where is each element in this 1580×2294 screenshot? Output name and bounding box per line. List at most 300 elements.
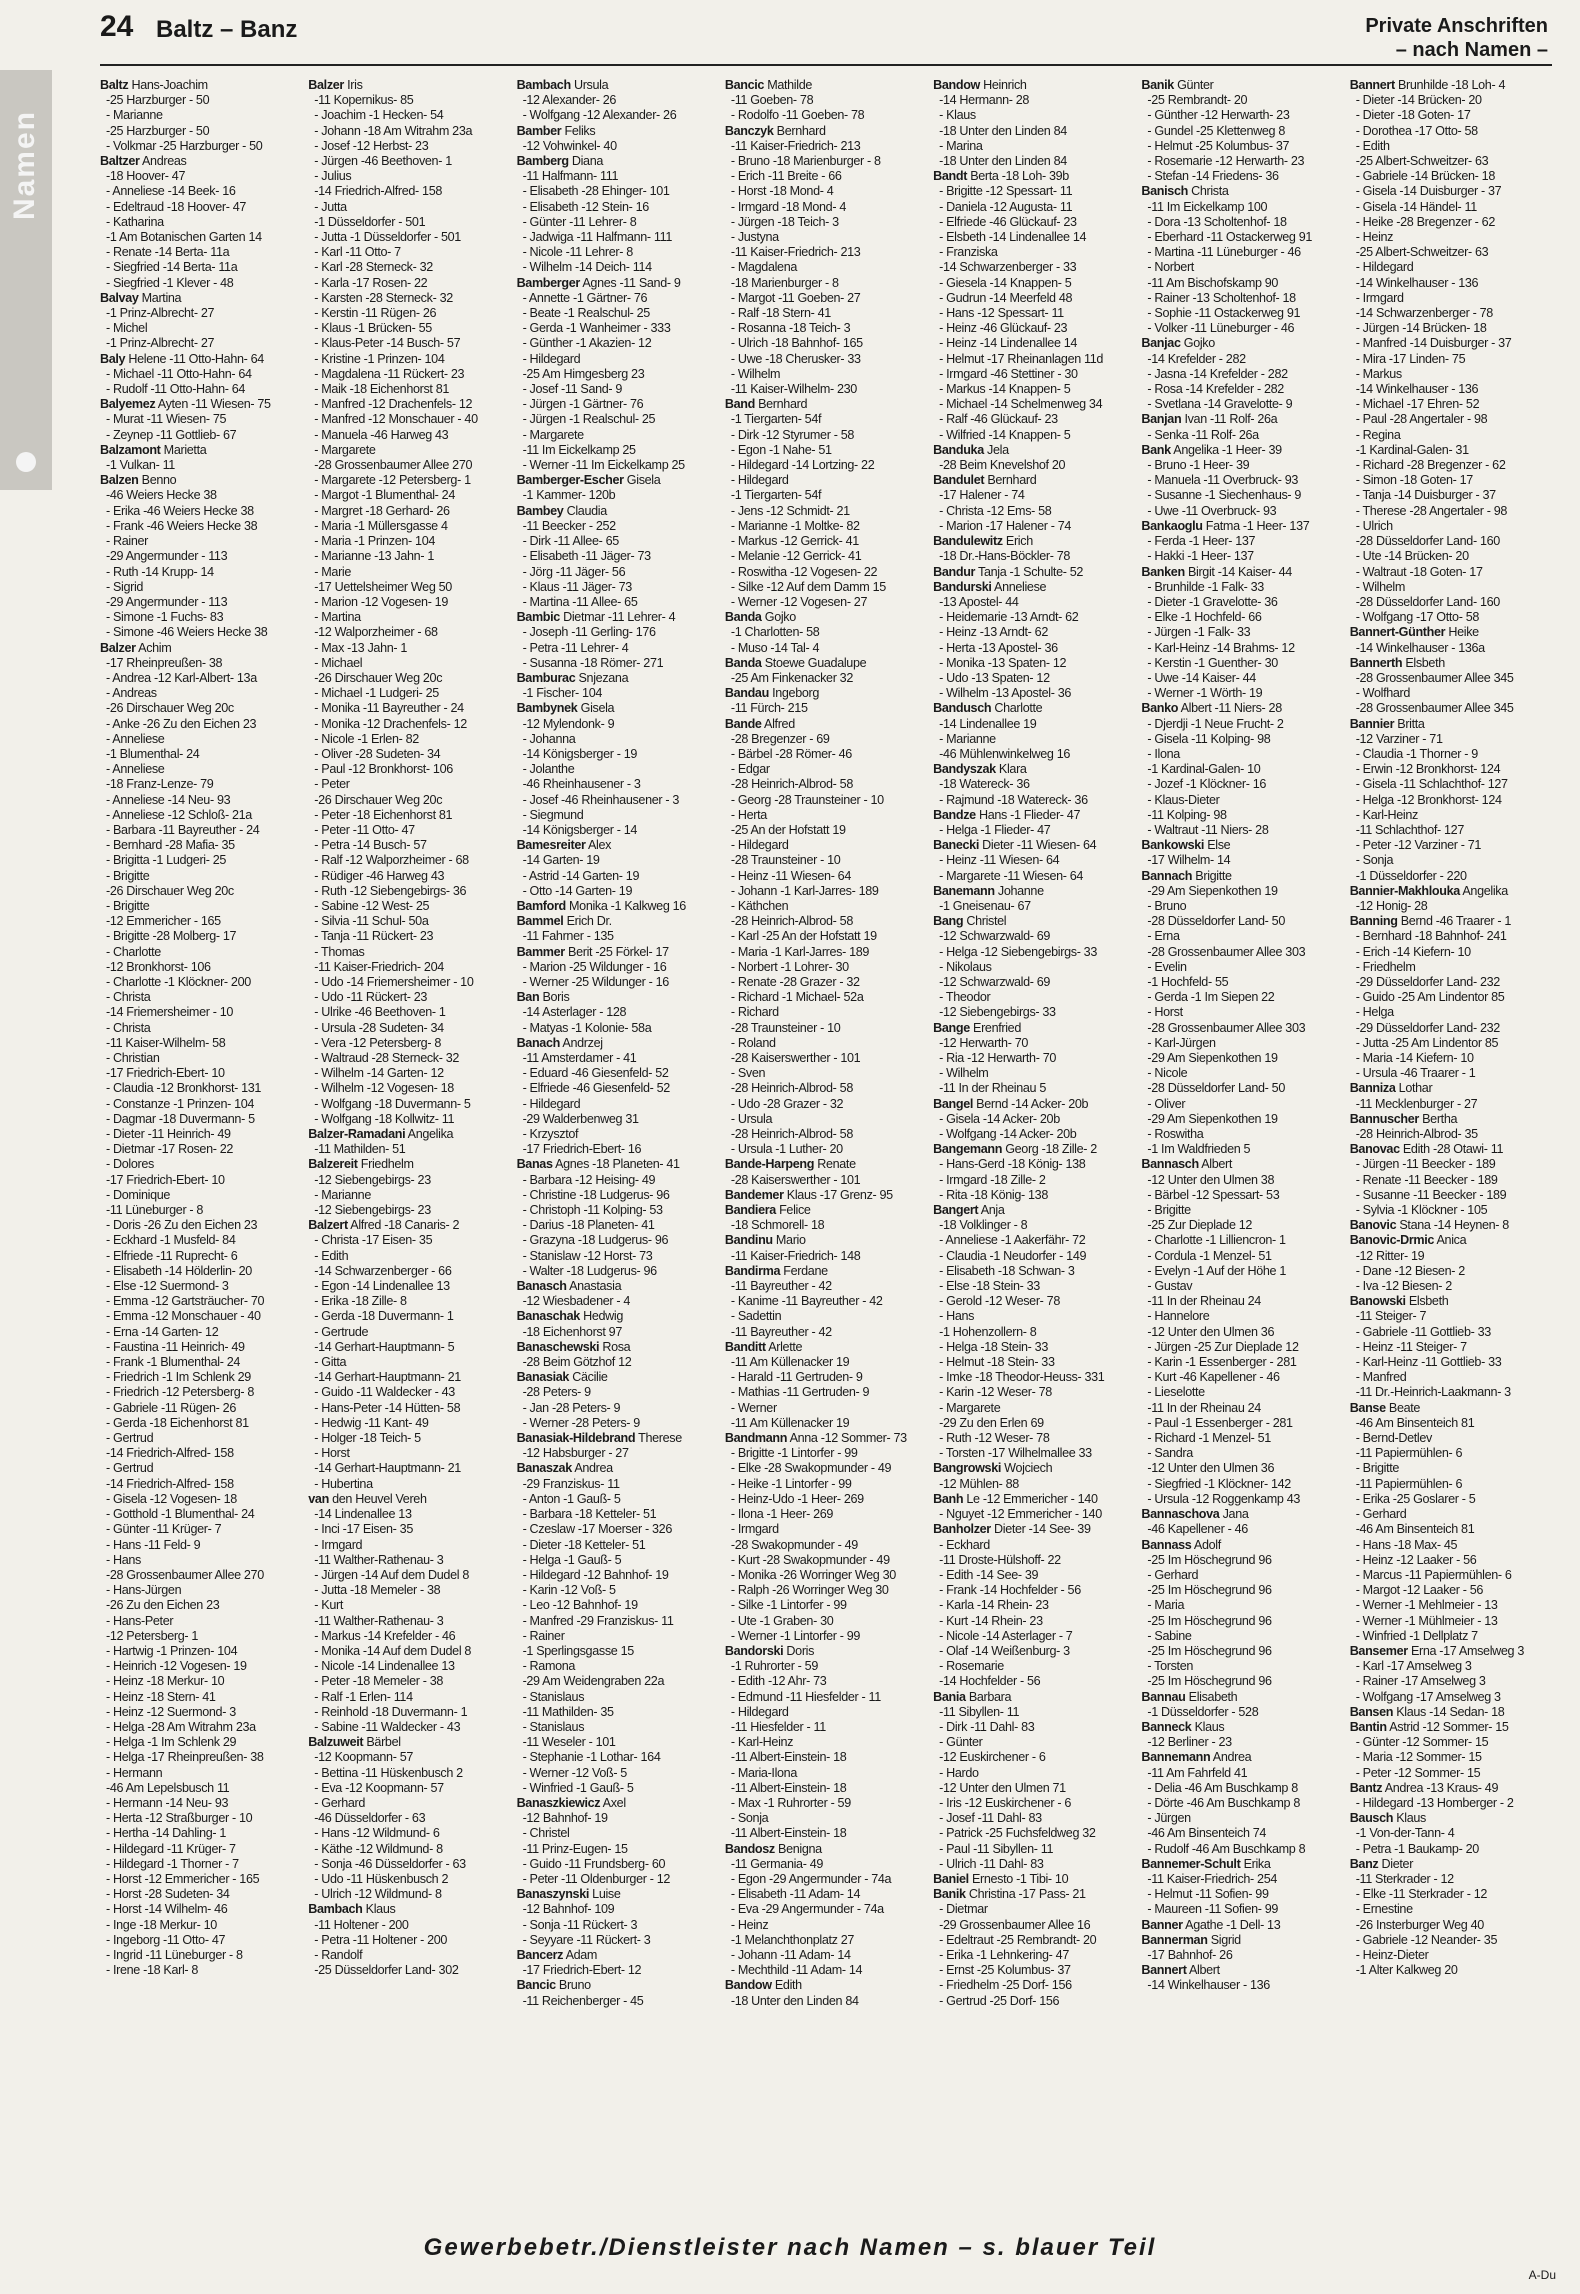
section-title-line1: Private Anschriften <box>1365 15 1548 37</box>
directory-entry: Bannass Adolf <box>1141 1537 1221 1552</box>
directory-entry: - Heinz -13 Arndt- 62 <box>939 625 1048 640</box>
page-header <box>0 0 1580 62</box>
directory-entry: Bangert Anja <box>933 1203 1005 1218</box>
directory-entry: -1 Hochfeld- 55 <box>1147 974 1229 989</box>
directory-entry: - Cordula -1 Menzel- 51 <box>1147 1248 1272 1263</box>
directory-entry: -13 Apostel- 44 <box>939 594 1019 609</box>
directory-entry: - Paul -28 Angertaler - 98 <box>1355 412 1488 427</box>
directory-entry: -1 Tiergarten- 54f <box>730 412 822 427</box>
directory-entry: -1 Düsseldorfer - 501 <box>314 214 426 229</box>
directory-entry: - Gustav <box>1147 1279 1193 1294</box>
directory-entry: - Jutta <box>314 199 347 214</box>
directory-entry: - Randolf <box>314 1947 363 1962</box>
directory-entry: - Lieselotte <box>1147 1385 1205 1400</box>
directory-entry: Bamberger Agnes -11 Sand- 9 <box>516 275 681 290</box>
directory-entry: - Rudolf -46 Am Buschkamp 8 <box>1147 1841 1306 1856</box>
directory-column-6 <box>1141 78 1341 2218</box>
directory-entry: - Hildegard <box>730 1704 789 1719</box>
directory-entry: -18 Marienburger - 8 <box>730 275 839 290</box>
directory-entry: - Christel <box>522 1826 570 1841</box>
directory-entry: - Petra -11 Lehrer- 4 <box>522 640 629 655</box>
directory-entry: - Elisabeth -12 Stein- 16 <box>522 199 649 214</box>
directory-entry: -11 Kaiser-Friedrich- 254 <box>1147 1871 1278 1886</box>
directory-entry: - Ralph -26 Worringer Weg 30 <box>730 1583 889 1598</box>
directory-entry: - Giesela -14 Knappen- 5 <box>939 275 1072 290</box>
directory-entry: - Jürgen -11 Beecker - 189 <box>1355 1157 1496 1172</box>
directory-entry: Balvay Martina <box>100 290 182 305</box>
directory-entry: -11 Kaiser-Friedrich- 148 <box>730 1248 861 1263</box>
directory-entry: Bandurski Anneliese <box>933 579 1047 594</box>
directory-entry: -28 Bregenzer - 69 <box>730 731 830 746</box>
directory-entry: -14 Asterlager - 128 <box>522 1005 627 1020</box>
directory-entry: - Hildegard <box>1355 260 1414 275</box>
directory-entry: - Kurt -14 Rhein- 23 <box>939 1613 1043 1628</box>
directory-entry: - Rodolfo -11 Goeben- 78 <box>730 108 865 123</box>
directory-entry: - Sven <box>730 1066 766 1081</box>
directory-entry: - Ulrich -11 Dahl- 83 <box>939 1856 1044 1871</box>
directory-entry: -11 Im Eickelkamp 100 <box>1147 199 1268 214</box>
directory-entry: - Christa <box>106 990 151 1005</box>
directory-entry: - Karl -17 Amselweg 3 <box>1355 1659 1472 1674</box>
directory-entry: -28 Swakopmunder - 49 <box>730 1537 858 1552</box>
directory-entry: -11 Albert-Einstein- 18 <box>730 1750 847 1765</box>
directory-entry: - Horst -14 Wilhelm- 46 <box>106 1902 228 1917</box>
directory-entry: -1 Prinz-Albrecht- 27 <box>106 336 215 351</box>
directory-entry: - Jasna -14 Krefelder - 282 <box>1147 366 1288 381</box>
directory-entry: - Elisabeth -28 Ehinger- 101 <box>522 184 670 199</box>
directory-entry: - Theodor <box>939 990 991 1005</box>
directory-entry: Baltzer Andreas <box>100 154 187 169</box>
directory-entry: -18 Eichenhorst 97 <box>522 1324 622 1339</box>
directory-entry: - Richard -1 Michael- 52a <box>730 990 864 1005</box>
directory-entry: - Jürgen -25 Zur Dieplade 12 <box>1147 1339 1299 1354</box>
directory-entry: - Petra -1 Baukamp- 20 <box>1355 1841 1479 1856</box>
directory-entry: - Brunhilde -1 Falk- 33 <box>1147 579 1264 594</box>
directory-entry: - Ramona <box>522 1659 576 1674</box>
directory-entry: -11 Holtener - 200 <box>314 1917 409 1932</box>
directory-entry: - Ilona -1 Heer- 269 <box>730 1507 834 1522</box>
directory-entry: - Gabriele -11 Rügen- 26 <box>106 1400 236 1415</box>
directory-entry: - Werner -12 Vogesen- 27 <box>730 594 868 609</box>
directory-entry: - Sadettin <box>730 1309 782 1324</box>
directory-entry: Banasch Anastasia <box>516 1279 622 1294</box>
directory-entry: -11 Droste-Hülshoff- 22 <box>939 1552 1061 1567</box>
directory-entry: - Bernhard -18 Bahnhof- 241 <box>1355 929 1507 944</box>
directory-entry: Bamford Monika -1 Kalkweg 16 <box>516 898 686 913</box>
directory-entry: - Wolfgang -17 Otto- 58 <box>1355 610 1480 625</box>
directory-entry: Banh Le -12 Emmericher - 140 <box>933 1491 1098 1506</box>
directory-entry: - Horst <box>1147 1005 1183 1020</box>
directory-entry: -11 Bayreuther - 42 <box>730 1324 832 1339</box>
directory-entry: - Matyas -1 Kolonie- 58a <box>522 1020 652 1035</box>
directory-entry: -18 Watereck- 36 <box>939 777 1030 792</box>
directory-entry: -11 Walther-Rathenau- 3 <box>314 1613 444 1628</box>
directory-entry: - Richard -1 Menzel- 51 <box>1147 1431 1271 1446</box>
directory-entry: - Wilhelm -14 Garten- 12 <box>314 1066 444 1081</box>
directory-entry: Bandosz Benigna <box>724 1841 822 1856</box>
directory-entry: -11 Goeben- 78 <box>730 93 814 108</box>
directory-entry: - Ute -1 Graben- 30 <box>730 1613 834 1628</box>
directory-entry: - Dane -12 Biesen- 2 <box>1355 1263 1465 1278</box>
directory-entry: - Udo -11 Hüskenbusch 2 <box>314 1871 449 1886</box>
directory-entry: Banaschewski Rosa <box>516 1339 631 1354</box>
directory-entry: - Monika -11 Bayreuther - 24 <box>314 701 464 716</box>
directory-entry: - Karl -11 Otto- 7 <box>314 245 401 260</box>
directory-entry: - Klaus-Dieter <box>1147 792 1220 807</box>
directory-entry: - Richard <box>730 1005 779 1020</box>
directory-entry: - Kanime -11 Bayreuther - 42 <box>730 1294 883 1309</box>
directory-entry: Banholzer Dieter -14 See- 39 <box>933 1522 1091 1537</box>
directory-entry: -1 Kardinal-Galen- 10 <box>1147 762 1261 777</box>
directory-entry: - Otto -14 Garten- 19 <box>522 883 633 898</box>
directory-entry: - Max -13 Jahn- 1 <box>314 640 408 655</box>
directory-entry: - Anneliese -14 Neu- 93 <box>106 792 231 807</box>
directory-entry: - Annette -1 Gärtner- 76 <box>522 290 648 305</box>
directory-entry: - Margarete <box>522 427 584 442</box>
directory-entry: - Günther -1 Akazien- 12 <box>522 336 652 351</box>
directory-entry: - Karsten -28 Sterneck- 32 <box>314 290 453 305</box>
directory-entry: - Barbara -18 Ketteler- 51 <box>522 1507 657 1522</box>
directory-entry: -28 Grossenbaumer Allee 303 <box>1147 944 1306 959</box>
directory-entry: - Michael -1 Ludgeri- 25 <box>314 686 439 701</box>
directory-entry: - Jan -28 Peters- 9 <box>522 1400 621 1415</box>
directory-entry: -11 Reichenberger - 45 <box>522 1993 644 2008</box>
directory-entry: -14 Friedrich-Alfred- 158 <box>314 184 443 199</box>
directory-entry: - Herta -12 Straßburger - 10 <box>106 1811 253 1826</box>
directory-entry: Bannier Britta <box>1349 716 1425 731</box>
directory-entry: Bankowski Else <box>1141 838 1231 853</box>
directory-entry: - Jürgen -1 Realschul- 25 <box>522 412 656 427</box>
directory-entry: -11 Albert-Einstein- 18 <box>730 1780 847 1795</box>
directory-entry: Bandiera Felice <box>724 1203 811 1218</box>
directory-entry: - Darius -18 Planeten- 41 <box>522 1218 655 1233</box>
directory-entry: - Hans -11 Feld- 9 <box>106 1537 201 1552</box>
directory-entry: - Heinz <box>1355 230 1394 245</box>
directory-entry: - Erna <box>1147 929 1180 944</box>
directory-entry: - Bernhard -28 Mafia- 35 <box>106 838 235 853</box>
directory-entry: -11 Kaiser-Wilhelm- 230 <box>730 382 857 397</box>
directory-entry: Banisch Christa <box>1141 184 1229 199</box>
directory-entry: Bangel Bernd -14 Acker- 20b <box>933 1096 1089 1111</box>
footer-code: A-Du <box>1528 2268 1556 2282</box>
directory-column-7 <box>1350 78 1550 2218</box>
directory-entry: Bantz Andrea -13 Kraus- 49 <box>1349 1780 1499 1795</box>
directory-entry: - Gisela -14 Acker- 20b <box>939 1111 1060 1126</box>
directory-entry: Banner Agathe -1 Dell- 13 <box>1141 1917 1281 1932</box>
directory-entry: - Markus -14 Krefelder - 46 <box>314 1628 456 1643</box>
directory-entry: - Dietmar <box>939 1902 988 1917</box>
directory-entry: -1 Kammer- 120b <box>522 488 616 503</box>
directory-entry: - Heinz-Dieter <box>1355 1947 1429 1962</box>
directory-entry: -11 Sterkrader - 12 <box>1355 1871 1454 1886</box>
directory-entry: - Wilfried -14 Knappen- 5 <box>939 427 1071 442</box>
directory-entry: Bannuscher Bertha <box>1349 1111 1458 1126</box>
directory-entry: Balyemez Ayten -11 Wiesen- 75 <box>100 397 271 412</box>
directory-entry: -12 Walporzheimer - 68 <box>314 625 438 640</box>
directory-entry: - Käthe -12 Wildmund- 8 <box>314 1841 443 1856</box>
directory-entry: -28 Grossenbaumer Allee 345 <box>1355 701 1514 716</box>
directory-entry: - Guido -11 Frundsberg- 60 <box>522 1856 666 1871</box>
directory-entry: - Georg -28 Traunsteiner - 10 <box>730 792 884 807</box>
directory-entry: - Werner -12 Voß- 5 <box>522 1765 627 1780</box>
directory-entry: - Wilhelm -14 Deich- 114 <box>522 260 652 275</box>
side-register-tab <box>0 70 52 490</box>
directory-entry: - Wolfgang -14 Acker- 20b <box>939 1127 1077 1142</box>
directory-entry: Banko Albert -11 Niers- 28 <box>1141 701 1282 716</box>
directory-entry: Bank Angelika -1 Heer- 39 <box>1141 442 1282 457</box>
directory-entry: - Siegfried -1 Klöckner- 142 <box>1147 1476 1291 1491</box>
directory-entry: - Bruno <box>1147 898 1187 913</box>
directory-entry: - Uwe -18 Cherusker- 33 <box>730 351 861 366</box>
directory-entry: - Bruno -1 Heer- 39 <box>1147 458 1250 473</box>
directory-entry: - Jürgen -14 Auf dem Dudel 8 <box>314 1567 469 1582</box>
directory-entry: - Harald -11 Gertruden- 9 <box>730 1370 863 1385</box>
directory-entry: -12 Siebengebirgs- 33 <box>939 1005 1056 1020</box>
directory-entry: - Friedhelm <box>1355 959 1416 974</box>
directory-entry: Bandirma Ferdane <box>724 1263 828 1278</box>
directory-entry: - Gabriele -14 Brücken- 18 <box>1355 169 1495 184</box>
directory-entry: - Joseph -11 Gerling- 176 <box>522 625 656 640</box>
directory-entry: Bandulewitz Erich <box>933 534 1033 549</box>
directory-entry: - Ursula -12 Roggenkamp 43 <box>1147 1491 1301 1506</box>
directory-entry: - Gerhard <box>1355 1507 1407 1522</box>
directory-entry: -1 Am Botanischen Garten 14 <box>106 230 262 245</box>
directory-entry: - Helga -1 Flieder- 47 <box>939 822 1051 837</box>
directory-entry: -18 Unter den Linden 84 <box>730 1993 859 2008</box>
directory-entry: -11 Fürch- 215 <box>730 701 808 716</box>
directory-entry: Banaszkiewicz Axel <box>516 1795 626 1810</box>
directory-entry: -28 Düsseldorfer Land- 50 <box>1147 914 1285 929</box>
directory-entry: -1 Kardinal-Galen- 31 <box>1355 442 1469 457</box>
directory-entry: - Josef -12 Herbst- 23 <box>314 138 429 153</box>
directory-entry: -11 Bayreuther - 42 <box>730 1279 832 1294</box>
directory-entry: -14 Königsberger - 19 <box>522 746 638 761</box>
directory-entry: - Silvia -11 Schul- 50a <box>314 914 429 929</box>
directory-entry: - Roland <box>730 1035 776 1050</box>
directory-entry: - Jolanthe <box>522 762 575 777</box>
directory-entry: - Edmund -11 Hiesfelder - 11 <box>730 1689 881 1704</box>
directory-entry: -29 Franziskus- 11 <box>522 1476 620 1491</box>
directory-entry: - Eva -12 Koopmann- 57 <box>314 1780 444 1795</box>
directory-entry: - Sabine <box>1147 1628 1192 1643</box>
directory-entry: Bandze Hans -1 Flieder- 47 <box>933 807 1081 822</box>
directory-entry: -1 Tiergarten- 54f <box>730 488 822 503</box>
directory-entry: - Horst <box>314 1446 350 1461</box>
directory-entry: -17 Rheinpreußen- 38 <box>106 655 223 670</box>
directory-entry: Bangemann Georg -18 Zille- 2 <box>933 1142 1097 1157</box>
directory-entry: -1 Hohenzollern- 8 <box>939 1324 1037 1339</box>
directory-entry: -12 Unter den Ulmen 38 <box>1147 1172 1275 1187</box>
directory-entry: - Karin -12 Voß- 5 <box>522 1583 616 1598</box>
directory-entry: - Roswitha <box>1147 1127 1204 1142</box>
directory-entry: - Ralf -12 Walporzheimer - 68 <box>314 853 469 868</box>
directory-entry: - Leo -12 Bahnhof- 19 <box>522 1598 638 1613</box>
directory-entry: - Erika -46 Weiers Hecke 38 <box>106 503 254 518</box>
directory-entry: - Rudolf -11 Otto-Hahn- 64 <box>106 382 246 397</box>
directory-entry: - Beate -1 Realschul- 25 <box>522 306 650 321</box>
directory-entry: Bandorski Doris <box>724 1643 815 1658</box>
directory-entry: -11 Kaiser-Friedrich- 204 <box>314 959 444 974</box>
directory-entry: -28 Traunsteiner - 10 <box>730 1020 841 1035</box>
directory-entry: Banjac Gojko <box>1141 336 1215 351</box>
directory-entry: -25 Albert-Schweitzer- 63 <box>1355 245 1489 260</box>
directory-entry: Bankaoglu Fatma -1 Heer- 137 <box>1141 518 1310 533</box>
directory-entry: - Ursula -1 Luther- 20 <box>730 1142 843 1157</box>
directory-entry: -11 Kaiser-Friedrich- 213 <box>730 138 861 153</box>
directory-entry: - Marion -17 Halener - 74 <box>939 518 1072 533</box>
directory-entry: - Katharina <box>106 214 164 229</box>
directory-entry: - Regina <box>1355 427 1401 442</box>
directory-entry: - Udo -13 Spaten- 12 <box>939 670 1050 685</box>
directory-entry: - Markus -12 Gerrick- 41 <box>730 534 859 549</box>
directory-entry: - Dieter -14 Brücken- 20 <box>1355 93 1482 108</box>
directory-entry: -29 Angermunder - 113 <box>106 549 228 564</box>
directory-entry: - Doris -26 Zu den Eichen 23 <box>106 1218 258 1233</box>
directory-entry: - Wilhelm <box>730 366 781 381</box>
directory-entry: Banas Agnes -18 Planeten- 41 <box>516 1157 680 1172</box>
directory-entry: Banecki Dieter -11 Wiesen- 64 <box>933 838 1097 853</box>
directory-entry: -18 Dr.-Hans-Böckler- 78 <box>939 549 1071 564</box>
directory-entry: -12 Bahnhof- 109 <box>522 1902 615 1917</box>
directory-entry: - Elke -11 Sterkrader - 12 <box>1355 1887 1488 1902</box>
directory-entry: Bannerman Sigrid <box>1141 1932 1241 1947</box>
directory-entry: - Claudia -1 Neudorfer - 149 <box>939 1248 1087 1263</box>
directory-entry: Bambach Klaus <box>308 1902 396 1917</box>
directory-entry: - Susanne -11 Beecker - 189 <box>1355 1187 1507 1202</box>
directory-entry: - Dörte -46 Am Buschkamp 8 <box>1147 1795 1300 1810</box>
directory-entry: - Ilona <box>1147 746 1180 761</box>
directory-entry: - Sonja <box>730 1811 769 1826</box>
directory-entry: - Heinz -12 Laaker - 56 <box>1355 1552 1477 1567</box>
directory-entry: -11 Mathilden- 35 <box>522 1704 614 1719</box>
directory-entry: - Elfriede -11 Ruprecht- 6 <box>106 1248 238 1263</box>
directory-entry: - Torsten -17 Wilhelmallee 33 <box>939 1446 1092 1461</box>
directory-entry: -26 Zu den Eichen 23 <box>106 1598 220 1613</box>
directory-entry: -11 Sibyllen- 11 <box>939 1704 1020 1719</box>
directory-entry: Band Bernhard <box>724 397 808 412</box>
directory-entry: - Peter -18 Eichenhorst 81 <box>314 807 453 822</box>
directory-entry: - Mathias -11 Gertruden- 9 <box>730 1385 870 1400</box>
directory-entry: -46 Düsseldorfer - 63 <box>314 1811 426 1826</box>
directory-entry: -26 Dirschauer Weg 20c <box>314 792 443 807</box>
directory-entry: - Gerhard <box>314 1795 366 1810</box>
directory-entry: - Wilhelm -12 Vogesen- 18 <box>314 1081 454 1096</box>
directory-entry: - Sabine -11 Waldecker - 43 <box>314 1719 461 1734</box>
directory-entry: - Rajmund -18 Watereck- 36 <box>939 792 1088 807</box>
directory-entry: -18 Volklinger - 8 <box>939 1218 1028 1233</box>
directory-entry: - Ursula <box>730 1111 773 1126</box>
directory-entry: -28 Heinrich-Albrod- 35 <box>1355 1127 1478 1142</box>
directory-entry: - Christian <box>106 1051 160 1065</box>
directory-entry: - Peter -12 Varziner - 71 <box>1355 838 1482 853</box>
directory-entry: - Djerdji -1 Neue Frucht- 2 <box>1147 716 1284 731</box>
directory-entry: - Silke -12 Auf dem Damm 15 <box>730 579 886 594</box>
directory-entry: - Sylvia -1 Klöckner - 105 <box>1355 1203 1488 1218</box>
directory-entry: - Manfred -14 Duisburger - 37 <box>1355 336 1512 351</box>
directory-entry: -1 Im Waldfrieden 5 <box>1147 1142 1251 1157</box>
directory-entry: Baltz Hans-Joachim <box>100 78 208 92</box>
directory-entry: - Martina <box>314 610 361 625</box>
directory-entry: -14 Friedrich-Alfred- 158 <box>106 1446 234 1461</box>
directory-entry: - Jutta -18 Memeler - 38 <box>314 1583 441 1598</box>
directory-entry: - Werner -11 Im Eickelkamp 25 <box>522 458 685 473</box>
directory-entry: Bannach Brigitte <box>1141 868 1232 883</box>
directory-entry: - Markus -14 Knappen- 5 <box>939 382 1071 397</box>
directory-entry: -14 Krefelder - 282 <box>1147 351 1246 366</box>
directory-entry: -14 Garten- 19 <box>522 853 600 868</box>
directory-entry: - Helmut -17 Rheinanlagen 11d <box>939 351 1104 366</box>
name-range: Baltz – Banz <box>156 16 298 43</box>
directory-entry: - Karin -12 Weser- 78 <box>939 1385 1052 1400</box>
directory-entry: - Ralf -18 Stern- 41 <box>730 306 831 321</box>
directory-entry: - Hans -18 Max- 45 <box>1355 1537 1458 1552</box>
directory-entry: - Czeslaw -17 Moerser - 326 <box>522 1522 672 1537</box>
directory-entry: - Gisela -11 Kolping- 98 <box>1147 731 1271 746</box>
directory-entry: - Ernestine <box>1355 1902 1413 1917</box>
directory-entry: - Hertha -14 Dahling- 1 <box>106 1826 227 1841</box>
directory-entry: -12 Petersberg- 1 <box>106 1628 199 1643</box>
directory-entry: - Olaf -14 Weißenburg- 3 <box>939 1643 1070 1658</box>
directory-entry: - Elsbeth -14 Lindenallee 14 <box>939 230 1087 245</box>
directory-entry: -14 Hermann- 28 <box>939 93 1030 108</box>
directory-entry: -25 Im Höschegrund 96 <box>1147 1552 1272 1567</box>
directory-entry: - Sonja -11 Rückert- 3 <box>522 1917 638 1932</box>
directory-entry: - Gisela -14 Händel- 11 <box>1355 199 1477 214</box>
directory-entry: -26 Dirschauer Weg 20c <box>106 701 234 716</box>
directory-entry: - Hans -12 Wildmund- 6 <box>314 1826 440 1841</box>
directory-entry: - Wolfgang -12 Alexander- 26 <box>522 108 677 123</box>
directory-entry: - Edeltraud -18 Hoover- 47 <box>106 199 247 214</box>
directory-column-2 <box>308 78 508 2218</box>
directory-entry: -17 Bahnhof- 26 <box>1147 1947 1233 1962</box>
directory-entry: -11 Steiger- 7 <box>1355 1309 1427 1324</box>
directory-entry: - Rainer <box>106 534 148 549</box>
directory-entry: - Franziska <box>939 245 998 260</box>
directory-entry: - Constanze -1 Prinzen- 104 <box>106 1096 255 1111</box>
directory-entry: - Helmut -18 Stein- 33 <box>939 1355 1055 1370</box>
directory-entry: - Helga -12 Siebengebirgs- 33 <box>939 944 1097 959</box>
directory-entry: - Torsten <box>1147 1659 1194 1674</box>
header-rule <box>100 64 1552 66</box>
directory-entry: - Gerhard <box>1147 1567 1199 1582</box>
directory-entry: -12 Wiesbadener - 4 <box>522 1294 631 1309</box>
directory-entry: - Johanna <box>522 731 576 746</box>
directory-entry: - Jozef -1 Klöckner- 16 <box>1147 777 1267 792</box>
directory-entry: - Sigrid <box>106 579 144 594</box>
directory-entry: -11 Kolping- 98 <box>1147 807 1227 822</box>
directory-entry: Balzert Alfred -18 Canaris- 2 <box>308 1218 460 1233</box>
directory-entry: - Walter -18 Ludgerus- 96 <box>522 1263 657 1278</box>
directory-entry: - Inge -18 Merkur- 10 <box>106 1917 217 1932</box>
directory-entry: Banaszak Andrea <box>516 1461 613 1476</box>
directory-entry: -28 Heinrich-Albrod- 58 <box>730 1127 853 1142</box>
directory-entry: -29 Angermunder - 113 <box>106 594 228 609</box>
directory-entry: - Hermann -14 Neu- 93 <box>106 1795 229 1810</box>
directory-entry: - Murat -11 Wiesen- 75 <box>106 412 227 427</box>
directory-entry: - Hildegard -13 Homberger - 2 <box>1355 1795 1514 1810</box>
directory-entry: - Marianne -1 Moltke- 82 <box>730 518 860 533</box>
directory-entry: - Manfred -12 Monschauer - 40 <box>314 412 478 427</box>
directory-entry: -28 Heinrich-Albrod- 58 <box>730 1081 853 1096</box>
directory-entry: - Michel <box>106 321 148 336</box>
directory-entry: - Nikolaus <box>939 959 992 974</box>
directory-entry: - Stephanie -1 Lothar- 164 <box>522 1750 661 1765</box>
directory-entry: - Elke -1 Hochfeld- 66 <box>1147 610 1262 625</box>
directory-entry: -12 Vohwinkel- 40 <box>522 138 617 153</box>
directory-entry: - Hans-Peter <box>106 1613 174 1628</box>
directory-entry: - Norbert -1 Lohrer- 30 <box>730 959 849 974</box>
directory-entry: Bamesreiter Alex <box>516 838 612 853</box>
